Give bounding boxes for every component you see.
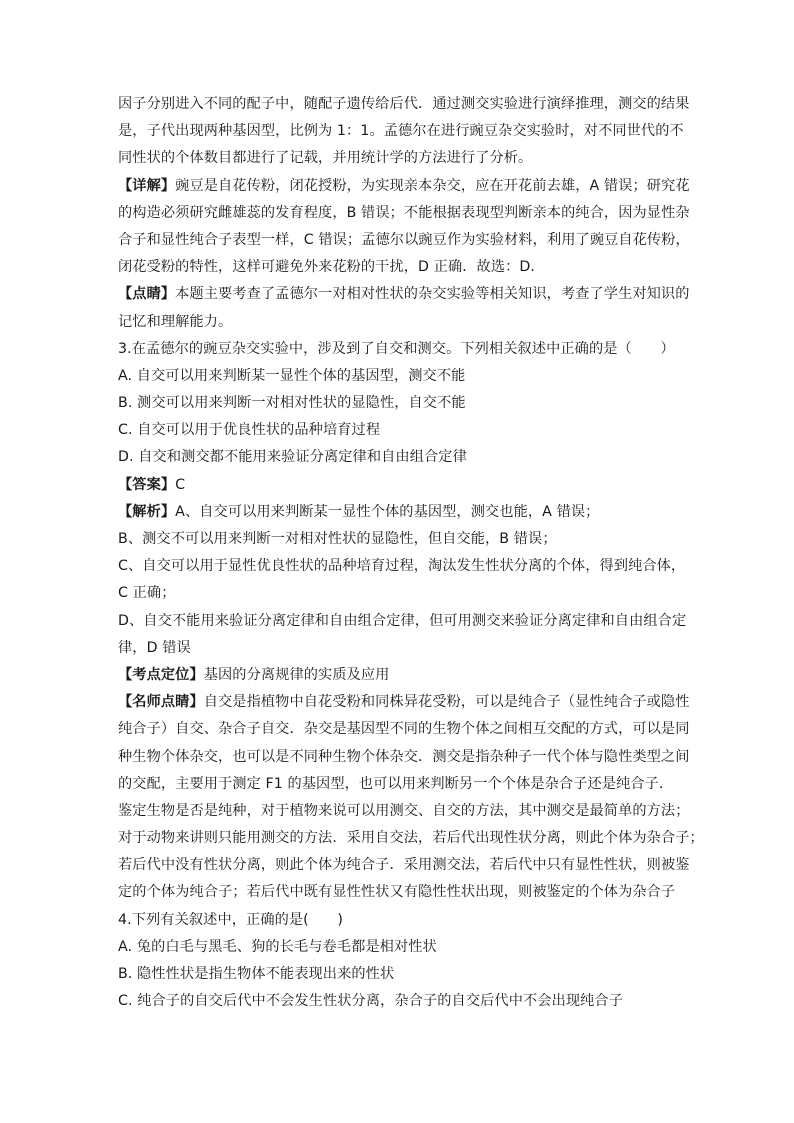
document-body <box>118 91 704 1015</box>
line-text: C. 纯合子的自交后代中不会发生性状分离，杂合子的自交后代中不会出现纯合子 <box>118 993 624 1010</box>
line-text: 若后代中没有性状分离，则此个体为纯合子．采用测交法，若后代中只有显性性状，则被鉴 <box>118 857 690 874</box>
text-line <box>118 716 690 743</box>
line-text: 合子和显性纯合子表型一样，C 错误；孟德尔以豌豆作为实验材料，利用了豌豆自花传粉， <box>118 231 690 248</box>
text-line <box>118 336 678 363</box>
line-text: B. 隐性性状是指生物体不能表现出来的性状 <box>118 966 395 982</box>
line-text: 基因的分离规律的实质及应用 <box>203 666 390 683</box>
text-line <box>118 961 678 988</box>
line-text: 种生物个体杂交，也可以是不同种生物个体杂交．测交是指杂种子一代个体与隐性类型之间 <box>118 748 690 765</box>
text-line <box>118 771 678 798</box>
text-line <box>118 934 678 961</box>
line-text: B. 测交可以用来判断一对相对性状的显隐性，自交不能 <box>118 395 466 412</box>
text-line <box>118 852 690 879</box>
line-text: B、测交不可以用来判断一对相对性状的显隐性，但自交能，B 错误； <box>118 531 557 547</box>
text-line <box>118 91 690 118</box>
line-text: 定的个体为纯合子；若后代中既有显性性状又有隐性性状出现，则被鉴定的个体为杂合子 <box>118 884 676 901</box>
line-text: 3.在孟德尔的豌豆杂交实验中，涉及到了自交和测交。下列相关叙述中正确的是（ ） <box>118 340 675 357</box>
text-line <box>118 417 678 444</box>
text-line <box>118 227 690 254</box>
text-line <box>118 879 678 906</box>
line-text: 是，子代出现两种基因型，比例为 1：1。孟德尔在进行豌豆杂交实验时，对不同世代的不 <box>118 123 684 140</box>
line-text: 的交配，主要用于测定 F1 的基因型，也可以用来判断另一个个体是杂合子还是纯合子． <box>118 775 674 792</box>
section-tag: 【详解】 <box>118 177 176 194</box>
line-text: 鉴定生物是否是纯种，对于植物来说可以用测交、自交的方法，其中测交是最简单的方法； <box>118 802 690 819</box>
text-line <box>118 200 690 227</box>
text-line <box>118 825 704 852</box>
line-text: 的构造必须研究雌雄蕊的发育程度，B 错误；不能根据表现型判断亲本的纯合，因为显性杂 <box>118 204 690 221</box>
line-text: C 正确； <box>118 585 176 602</box>
line-text: C、自交可以用于显性优良性状的品种培育过程，淘汰发生性状分离的个体，得到纯合体， <box>118 558 686 575</box>
line-text: 同性状的个体数目都进行了记载，并用统计学的方法进行了分析。 <box>118 150 533 167</box>
line-text: 对于动物来讲则只能用测交的方法．采用自交法，若后代出现性状分离，则此个体为杂合子； <box>118 830 704 847</box>
line-text: 律，D 错误 <box>118 639 191 656</box>
line-text: A、自交可以用来判断某一显性个体的基因型，测交也能，A 错误； <box>175 503 600 520</box>
text-line <box>118 444 678 471</box>
section-tag: 【名师点睛】 <box>118 694 204 711</box>
text-line <box>118 662 678 689</box>
text-line <box>118 580 678 607</box>
line-text: 因子分别进入不同的配子中，随配子遗传给后代．通过测交实验进行演绎推理，测交的结果 <box>118 96 690 112</box>
text-line <box>118 309 678 336</box>
line-text: 豌豆是自花传粉，闭花授粉，为实现亲本杂交，应在开花前去雄，A 错误；研究花 <box>175 177 690 194</box>
text-line <box>118 363 678 390</box>
text-line <box>118 281 690 308</box>
text-line <box>118 907 678 934</box>
line-text: D、自交不能用来验证分离定律和自由组合定律，但可用测交来验证分离定律和自由组合定 <box>118 612 687 629</box>
line-text: 本题主要考查了孟德尔一对相对性状的杂交实验等相关知识，考查了学生对知识的 <box>175 286 690 303</box>
line-text: 纯合子）自交、杂合子自交．杂交是基因型不同的生物个体之间相互交配的方式，可以是同 <box>118 721 690 738</box>
text-line <box>118 472 678 499</box>
text-line <box>118 744 690 771</box>
text-line <box>118 635 678 662</box>
section-tag: 【点睛】 <box>118 286 176 303</box>
text-line <box>118 608 687 635</box>
section-tag: 【答案】 <box>118 476 176 493</box>
text-line <box>118 118 684 145</box>
line-text: C. 自交可以用于优良性状的品种培育过程 <box>118 422 381 439</box>
text-line <box>118 689 690 716</box>
line-text: 4.下列有关叙述中，正确的是( ) <box>118 911 344 928</box>
text-line <box>118 988 678 1015</box>
line-text: 自交是指植物中自花受粉和同株异花受粉，可以是纯合子（显性纯合子或隐性 <box>203 694 690 711</box>
text-line <box>118 145 678 172</box>
text-line <box>118 798 690 825</box>
text-line <box>118 173 690 200</box>
line-text: A. 兔的白毛与黑毛、狗的长毛与卷毛都是相对性状 <box>118 938 437 955</box>
text-line <box>118 254 678 281</box>
line-text: 闭花受粉的特性，这样可避免外来花粉的干扰，D 正确．故选：D． <box>118 259 545 276</box>
text-line <box>118 553 686 580</box>
section-tag: 【解析】 <box>118 503 176 520</box>
line-text: C <box>175 476 186 493</box>
text-line <box>118 499 678 526</box>
text-line <box>118 526 678 553</box>
text-line <box>118 390 678 417</box>
line-text: 记忆和理解能力。 <box>118 313 233 330</box>
section-tag: 【考点定位】 <box>118 666 204 683</box>
line-text: A. 自交可以用来判断某一显性个体的基因型，测交不能 <box>118 367 466 384</box>
line-text: D. 自交和测交都不能用来验证分离定律和自由组合定律 <box>118 449 467 466</box>
